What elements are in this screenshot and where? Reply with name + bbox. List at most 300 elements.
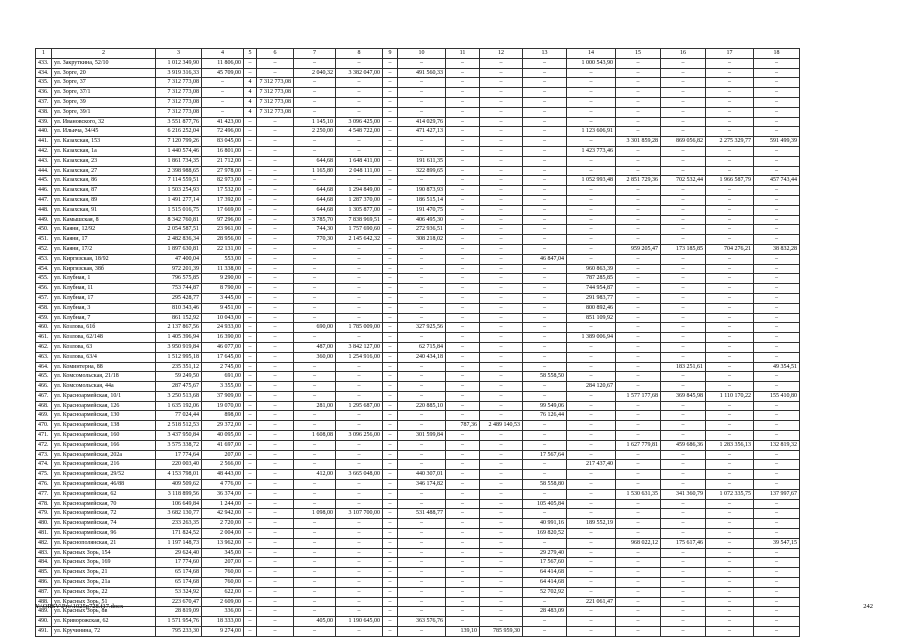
value-cell: 690,00	[294, 323, 336, 333]
address-cell: ул. Клубная, 17	[52, 293, 156, 303]
value-cell: –	[244, 489, 257, 499]
value-cell: –	[523, 235, 567, 245]
value-cell: –	[616, 127, 661, 137]
value-cell: 3 096 256,00	[336, 431, 383, 441]
value-cell: 2 720,00	[202, 519, 244, 529]
value-cell: –	[383, 431, 398, 441]
value-cell: –	[398, 548, 446, 558]
table-row	[36, 480, 800, 490]
address-cell: ул. Зорге, 39/1	[52, 107, 156, 117]
address-cell: ул. Красноармейская, 62	[52, 489, 156, 499]
value-cell: 207,00	[202, 558, 244, 568]
row-number-cell: 456.	[36, 284, 52, 294]
table-row	[36, 431, 800, 441]
value-cell: 191 470,75	[398, 205, 446, 215]
value-cell: –	[754, 293, 800, 303]
value-cell: –	[754, 342, 800, 352]
value-cell: –	[567, 440, 616, 450]
value-cell: –	[446, 440, 480, 450]
address-cell: ул. Красных Зорь, 21а	[52, 578, 156, 588]
value-cell: –	[257, 146, 294, 156]
value-cell: –	[754, 411, 800, 421]
value-cell: 1 012 349,90	[156, 58, 202, 68]
value-cell: –	[244, 146, 257, 156]
value-cell: 53 324,92	[156, 587, 202, 597]
value-cell: –	[446, 313, 480, 323]
value-cell: –	[616, 58, 661, 68]
address-cell: ул. Комсомольская, 21/18	[52, 372, 156, 382]
value-cell: –	[661, 450, 706, 460]
value-cell: 1 287 370,00	[336, 195, 383, 205]
value-cell: 2 482 836,34	[156, 235, 202, 245]
value-cell: –	[383, 519, 398, 529]
value-cell: –	[398, 587, 446, 597]
value-cell: –	[567, 137, 616, 147]
value-cell: –	[257, 284, 294, 294]
value-cell: –	[567, 538, 616, 548]
value-cell: –	[398, 58, 446, 68]
value-cell: –	[706, 470, 754, 480]
value-cell: 1 608,08	[294, 431, 336, 441]
value-cell: –	[294, 519, 336, 529]
address-cell: ул. Каяни, 17/2	[52, 244, 156, 254]
value-cell: 38 832,28	[754, 244, 800, 254]
value-cell: –	[616, 519, 661, 529]
value-cell: 1 294 849,00	[336, 186, 383, 196]
address-cell: ул. Красноармейская, 202а	[52, 450, 156, 460]
value-cell: –	[398, 578, 446, 588]
value-cell: –	[244, 509, 257, 519]
value-cell: –	[661, 186, 706, 196]
value-cell: 97 296,00	[202, 215, 244, 225]
value-cell: –	[523, 509, 567, 519]
value-cell: 622,00	[202, 587, 244, 597]
value-cell: –	[523, 470, 567, 480]
value-cell: –	[294, 176, 336, 186]
value-cell: 691,00	[202, 372, 244, 382]
value-cell: –	[294, 558, 336, 568]
column-header: 17	[706, 49, 754, 59]
value-cell: –	[257, 333, 294, 343]
value-cell: –	[661, 509, 706, 519]
table-row	[36, 303, 800, 313]
value-cell: –	[706, 421, 754, 431]
value-cell: –	[480, 225, 523, 235]
value-cell: –	[523, 58, 567, 68]
column-header: 8	[336, 49, 383, 59]
value-cell: 272 936,51	[398, 225, 446, 235]
value-cell: –	[244, 372, 257, 382]
value-cell: 233 263,35	[156, 519, 202, 529]
value-cell: –	[294, 244, 336, 254]
column-header: 9	[383, 49, 398, 59]
value-cell: –	[383, 470, 398, 480]
table-row	[36, 597, 800, 607]
value-cell: –	[661, 382, 706, 392]
address-cell: ул. Киргизская, 18/92	[52, 254, 156, 264]
table-row	[36, 205, 800, 215]
row-number-cell: 433.	[36, 58, 52, 68]
value-cell: –	[294, 587, 336, 597]
value-cell: 220 885,10	[398, 401, 446, 411]
value-cell: –	[480, 538, 523, 548]
row-number-cell: 453.	[36, 254, 52, 264]
value-cell: –	[567, 548, 616, 558]
table-row	[36, 156, 800, 166]
value-cell: –	[754, 617, 800, 627]
value-cell: –	[257, 372, 294, 382]
value-cell: –	[446, 372, 480, 382]
value-cell: –	[446, 578, 480, 588]
value-cell: –	[446, 117, 480, 127]
column-header: 12	[480, 49, 523, 59]
value-cell: 2 145 642,32	[336, 235, 383, 245]
value-cell: 341 360,79	[661, 489, 706, 499]
value-cell: –	[661, 117, 706, 127]
value-cell: –	[706, 607, 754, 617]
value-cell: 58 558,50	[523, 372, 567, 382]
value-cell: 28 956,00	[202, 235, 244, 245]
value-cell: –	[480, 156, 523, 166]
value-cell: –	[383, 264, 398, 274]
value-cell: –	[754, 284, 800, 294]
value-cell: –	[706, 460, 754, 470]
row-number-cell: 473.	[36, 450, 52, 460]
table-row	[36, 421, 800, 431]
value-cell: 327 925,56	[398, 323, 446, 333]
value-cell: –	[257, 362, 294, 372]
value-cell: –	[567, 568, 616, 578]
value-cell: –	[294, 333, 336, 343]
value-cell: 346 174,82	[398, 480, 446, 490]
value-cell: 17 532,00	[202, 186, 244, 196]
value-cell: –	[480, 313, 523, 323]
value-cell: –	[706, 578, 754, 588]
address-cell: ул. Красноармейская, 130	[52, 411, 156, 421]
value-cell: –	[480, 235, 523, 245]
value-cell: –	[706, 195, 754, 205]
value-cell: –	[294, 382, 336, 392]
value-cell: –	[616, 88, 661, 98]
table-row	[36, 274, 800, 284]
value-cell: 2 851 729,36	[616, 176, 661, 186]
value-cell: –	[336, 607, 383, 617]
value-cell: –	[383, 156, 398, 166]
value-cell: –	[294, 411, 336, 421]
value-cell: –	[383, 97, 398, 107]
address-cell: ул. Коминтерна, 88	[52, 362, 156, 372]
table-row	[36, 411, 800, 421]
row-number-cell: 472.	[36, 440, 52, 450]
value-cell: 972 201,39	[156, 264, 202, 274]
value-cell: 2 048 111,00	[336, 166, 383, 176]
value-cell: –	[616, 166, 661, 176]
table-row	[36, 68, 800, 78]
value-cell: –	[754, 578, 800, 588]
value-cell: 1 072 335,75	[706, 489, 754, 499]
value-cell: –	[202, 78, 244, 88]
value-cell: –	[523, 244, 567, 254]
value-cell: –	[706, 235, 754, 245]
row-number-cell: 455.	[36, 274, 52, 284]
value-cell: –	[523, 293, 567, 303]
value-cell: –	[294, 107, 336, 117]
value-cell: –	[567, 205, 616, 215]
value-cell: –	[383, 333, 398, 343]
address-cell: ул. Зорге, 39	[52, 97, 156, 107]
value-cell: –	[480, 509, 523, 519]
value-cell: –	[383, 382, 398, 392]
address-cell: ул. Кручинина, 72	[52, 627, 156, 637]
value-cell: –	[446, 529, 480, 539]
value-cell: –	[616, 352, 661, 362]
value-cell: –	[706, 225, 754, 235]
row-number-cell: 463.	[36, 352, 52, 362]
value-cell: 295 428,77	[156, 293, 202, 303]
value-cell: –	[480, 68, 523, 78]
value-cell: –	[446, 166, 480, 176]
address-cell: ул. Красноармейская, 216	[52, 460, 156, 470]
value-cell: –	[754, 568, 800, 578]
value-cell: –	[244, 450, 257, 460]
value-cell: –	[257, 499, 294, 509]
value-cell: –	[336, 450, 383, 460]
value-cell: –	[480, 117, 523, 127]
value-cell: –	[336, 333, 383, 343]
value-cell: –	[398, 97, 446, 107]
value-cell: –	[523, 362, 567, 372]
value-cell: 753 744,87	[156, 284, 202, 294]
value-cell: –	[294, 313, 336, 323]
value-cell: –	[616, 372, 661, 382]
value-cell: –	[446, 470, 480, 480]
value-cell: –	[706, 205, 754, 215]
value-cell: –	[523, 68, 567, 78]
value-cell: –	[480, 97, 523, 107]
value-cell: –	[567, 254, 616, 264]
value-cell: 1 635 192,06	[156, 401, 202, 411]
value-cell: –	[523, 352, 567, 362]
value-cell: –	[383, 597, 398, 607]
value-cell: –	[294, 421, 336, 431]
value-cell: –	[336, 97, 383, 107]
row-number-cell: 487.	[36, 587, 52, 597]
value-cell: –	[336, 587, 383, 597]
value-cell: 8 790,00	[202, 284, 244, 294]
value-cell: 644,68	[294, 156, 336, 166]
value-cell: 221 061,47	[567, 597, 616, 607]
value-cell: –	[383, 489, 398, 499]
value-cell: –	[523, 225, 567, 235]
value-cell: –	[616, 568, 661, 578]
table-row	[36, 362, 800, 372]
value-cell: –	[616, 215, 661, 225]
value-cell: –	[661, 421, 706, 431]
value-cell: 406 495,30	[398, 215, 446, 225]
value-cell: –	[446, 58, 480, 68]
value-cell: 7 120 799,26	[156, 137, 202, 147]
value-cell: 405,00	[294, 617, 336, 627]
value-cell: 1 785 009,00	[336, 323, 383, 333]
value-cell: –	[398, 333, 446, 343]
value-cell: –	[661, 529, 706, 539]
value-cell: –	[567, 470, 616, 480]
value-cell: –	[257, 274, 294, 284]
value-cell: –	[523, 421, 567, 431]
value-cell: 869 056,82	[661, 137, 706, 147]
value-cell: –	[706, 274, 754, 284]
value-cell: –	[706, 58, 754, 68]
value-cell: 4	[244, 88, 257, 98]
table-row	[36, 127, 800, 137]
table-row	[36, 333, 800, 343]
value-cell: –	[480, 480, 523, 490]
value-cell: 17 392,00	[202, 195, 244, 205]
value-cell: –	[383, 254, 398, 264]
value-cell: 186 515,14	[398, 195, 446, 205]
value-cell: –	[706, 284, 754, 294]
value-cell: –	[616, 401, 661, 411]
value-cell: 704 276,21	[706, 244, 754, 254]
value-cell: –	[244, 607, 257, 617]
value-cell: –	[398, 391, 446, 401]
value-cell: –	[754, 460, 800, 470]
table-row	[36, 215, 800, 225]
row-number-cell: 454.	[36, 264, 52, 274]
value-cell: 3 575 338,72	[156, 440, 202, 450]
value-cell: –	[616, 78, 661, 88]
value-cell: –	[661, 68, 706, 78]
value-cell: 37 909,00	[202, 391, 244, 401]
address-cell: ул. Клубная, 11	[52, 284, 156, 294]
value-cell: –	[294, 293, 336, 303]
value-cell: –	[616, 284, 661, 294]
value-cell: –	[480, 274, 523, 284]
value-cell: –	[754, 480, 800, 490]
value-cell: 3 919 316,33	[156, 68, 202, 78]
row-number-cell: 445.	[36, 176, 52, 186]
value-cell: –	[661, 597, 706, 607]
row-number-cell: 447.	[36, 195, 52, 205]
value-cell: 41 697,00	[202, 440, 244, 450]
row-number-cell: 489.	[36, 607, 52, 617]
column-header: 16	[661, 49, 706, 59]
value-cell: –	[616, 499, 661, 509]
value-cell: –	[706, 88, 754, 98]
value-cell: –	[446, 264, 480, 274]
value-cell: 3 551 877,76	[156, 117, 202, 127]
value-cell: –	[754, 372, 800, 382]
value-cell: –	[446, 431, 480, 441]
address-cell: ул. Красноармейская, 72	[52, 509, 156, 519]
value-cell: –	[706, 146, 754, 156]
value-cell: –	[706, 587, 754, 597]
address-cell: ул. Красноармейская, 138	[52, 421, 156, 431]
column-header: 7	[294, 49, 336, 59]
value-cell: –	[706, 372, 754, 382]
value-cell: 861 152,92	[156, 313, 202, 323]
value-cell: 2 137 867,56	[156, 323, 202, 333]
address-cell: ул. Казахская, 91	[52, 205, 156, 215]
value-cell: –	[257, 431, 294, 441]
value-cell: –	[294, 489, 336, 499]
column-header: 13	[523, 49, 567, 59]
value-cell: 7 312 773,08	[257, 97, 294, 107]
row-number-cell: 451.	[36, 235, 52, 245]
value-cell: –	[398, 538, 446, 548]
value-cell: –	[661, 470, 706, 480]
value-cell: –	[398, 176, 446, 186]
value-cell: –	[616, 156, 661, 166]
value-cell: –	[383, 509, 398, 519]
value-cell: 17 567,60	[523, 558, 567, 568]
value-cell: –	[523, 117, 567, 127]
value-cell: –	[336, 107, 383, 117]
value-cell: –	[661, 166, 706, 176]
value-cell: –	[480, 244, 523, 254]
register-table	[35, 48, 800, 637]
value-cell: –	[567, 578, 616, 588]
value-cell: –	[706, 538, 754, 548]
address-cell: ул. Казахская, 153	[52, 137, 156, 147]
value-cell: 220 003,40	[156, 460, 202, 470]
value-cell: –	[446, 342, 480, 352]
value-cell: –	[336, 529, 383, 539]
value-cell: –	[244, 470, 257, 480]
row-number-cell: 449.	[36, 215, 52, 225]
value-cell: 1 861 734,35	[156, 156, 202, 166]
value-cell: 3 445,00	[202, 293, 244, 303]
value-cell: 785 959,30	[480, 627, 523, 637]
value-cell: –	[523, 107, 567, 117]
value-cell: –	[257, 352, 294, 362]
value-cell: –	[567, 607, 616, 617]
value-cell: 301 599,84	[398, 431, 446, 441]
value-cell: –	[446, 68, 480, 78]
row-number-cell: 482.	[36, 538, 52, 548]
value-cell: –	[523, 78, 567, 88]
address-cell: ул. Красных Зорь, 22	[52, 587, 156, 597]
value-cell: 82 973,00	[202, 176, 244, 186]
value-cell: –	[706, 411, 754, 421]
value-cell: 360,00	[294, 352, 336, 362]
value-cell: –	[257, 470, 294, 480]
value-cell: 1 110 170,22	[706, 391, 754, 401]
table-row	[36, 88, 800, 98]
column-header: 18	[754, 49, 800, 59]
value-cell: –	[446, 156, 480, 166]
value-cell: –	[754, 323, 800, 333]
value-cell: –	[706, 166, 754, 176]
row-number-cell: 464.	[36, 362, 52, 372]
value-cell: –	[383, 225, 398, 235]
value-cell: –	[244, 58, 257, 68]
value-cell: 412,00	[294, 470, 336, 480]
value-cell: –	[616, 107, 661, 117]
value-cell: –	[294, 450, 336, 460]
address-cell: ул. Козлова, 62/148	[52, 333, 156, 343]
row-number-cell: 477.	[36, 489, 52, 499]
value-cell: –	[202, 97, 244, 107]
value-cell: –	[383, 117, 398, 127]
value-cell: –	[706, 627, 754, 637]
value-cell: –	[706, 107, 754, 117]
value-cell: –	[567, 225, 616, 235]
value-cell: 189 552,19	[567, 519, 616, 529]
value-cell: –	[294, 627, 336, 637]
value-cell: –	[446, 293, 480, 303]
value-cell: –	[244, 264, 257, 274]
